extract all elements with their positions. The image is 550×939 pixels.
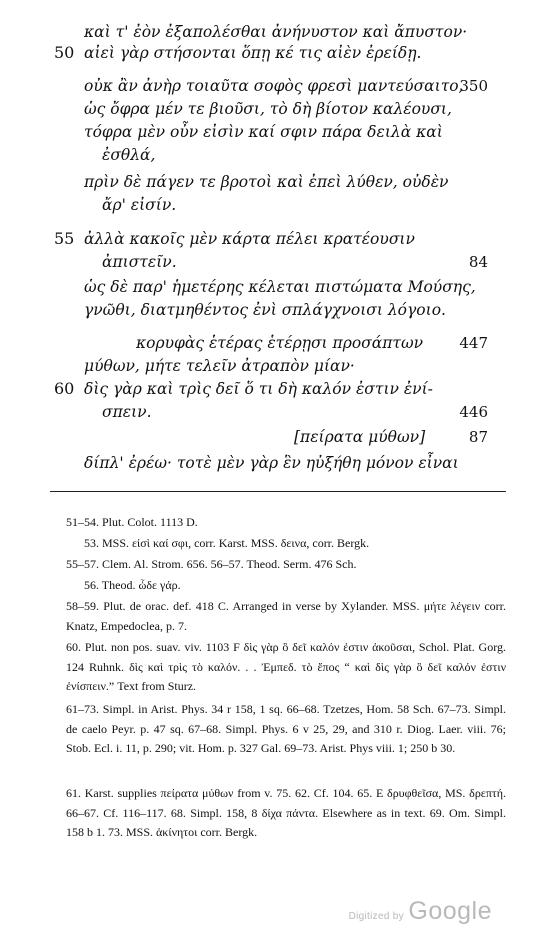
verse-text: μύθων, μήτε τελεῖν ἀτραπὸν μίαν·: [84, 357, 355, 375]
verse-line: [0, 400, 550, 424]
verse-text: οὐκ ἂν ἀνὴρ τοιαῦτα σοφὸς φρεσὶ μαντεύσαιτο,: [84, 77, 464, 95]
verse-text: ἀλλὰ κακοῖς μὲν κάρτα πέλει κρατέουσιν: [84, 230, 415, 248]
verse-line: [0, 227, 550, 251]
footnote: 61. Karst. supplies πείρατα μύθων from v. 75. 62. Cf. 104. 65. E δρυφθεῖσα, MS. δρεπτή. 66–67. Cf. 116–117. 68. Simpl. 158, 8 δίχα πάντα. Elsewhere as in text. 69. Om. Simpl. 158 b 1. 73. MSS. ἀκίνητοι corr. Bergk.: [66, 786, 506, 839]
verse-text: κορυφὰς ἑτέρας ἑτέρῃσι προσάπτων: [136, 334, 424, 352]
footnote-divider: [50, 491, 506, 492]
footnote: 53. MSS. εἰσὶ καί σφι, corr. Karst. MSS. δεινα, corr. Bergk.: [84, 536, 370, 550]
footnote: 55–57. Clem. Al. Strom. 656. 56–57. Theod. Serm. 476 Sch.: [66, 557, 357, 571]
verse-text: ἀπιστεῖν.: [102, 253, 177, 271]
footnote: 60. Plut. non pos. suav. viv. 1103 F δὶς γὰρ ὃ δεῖ καλόν ἐστιν ἀκοῦσαι, Schol. Plat. Gorg. 124 Ruhnk. δὶς καὶ τρὶς τὸ καλόν. . . Ἐμπεδ. τὸ ἔπος “ καὶ δὶς γὰρ ὃ δεῖ καλόν ἐστιν ἐνίσπειν.” Text from Sturz.: [66, 640, 506, 693]
footnote: 56. Theod. ὧδε γάρ.: [84, 578, 181, 592]
verse-line: [0, 298, 550, 322]
google-logo: Google: [408, 897, 492, 925]
verse-text: ἄρ' εἰσίν.: [102, 196, 177, 214]
verse-line: [0, 275, 550, 299]
verse-text: δίπλ' ἐρέω· τοτὲ μὲν γὰρ ἓν ηὐξήθη μόνον εἶναι: [84, 454, 459, 472]
verse-line: [0, 74, 550, 98]
verse-text: γνῶθι, διατμηθέντος ἐνὶ σπλάγχνοισι λόγοιο.: [84, 301, 446, 319]
margin-number: 87: [468, 428, 488, 446]
verse-text: ἐσθλά,: [102, 146, 156, 164]
verse-number: 60: [54, 379, 75, 398]
verse-text: ὡς ὄφρα μέν τε βιοῦσι, τὸ δὴ βίοτον καλέουσι,: [84, 100, 452, 118]
verse-text: καὶ τ' ἐὸν ἐξαπολέσθαι ἀνήνυστον καὶ ἄπυστον·: [84, 23, 468, 41]
verse-line: [0, 41, 550, 65]
verse-line: [0, 425, 550, 449]
watermark-prefix: Digitized by: [348, 911, 404, 922]
footnote: 51–54. Plut. Colot. 1113 D.: [66, 515, 198, 529]
verse-text: πρὶν δὲ πάγεν τε βροτοὶ καὶ ἐπεὶ λύθεν, οὐδὲν: [84, 173, 449, 191]
verse-line: [0, 331, 550, 355]
verse-line: [0, 170, 550, 194]
verse-text: [πείρατα μύθων]: [294, 428, 426, 446]
margin-number: 350: [459, 77, 488, 95]
verse-line: [0, 354, 550, 378]
verse-line: [0, 97, 550, 121]
verse-text: δὶς γὰρ καὶ τρὶς δεῖ ὅ τι δὴ καλόν ἐστιν ἐνί-: [84, 380, 433, 398]
verse-line: [0, 143, 550, 167]
verse-number: 55: [54, 229, 75, 248]
verse-text: σπειν.: [102, 403, 152, 421]
margin-number: 447: [459, 334, 488, 352]
digitized-by-google-watermark: [349, 897, 492, 926]
verse-line: [0, 451, 550, 475]
margin-number: 84: [468, 253, 488, 271]
margin-number: 446: [459, 403, 488, 421]
verse-line: [0, 193, 550, 217]
verse-line: [0, 250, 550, 274]
footnote: 61–73. Simpl. in Arist. Phys. 34 r 158, 1 sq. 66–68. Tzetzes, Hom. 58 Sch. 67–73. Simpl. de caelo Peyr. p. 47 sq. 67–68. Simpl. Phys. 6 v 25, 29, and 310 r. Diog. Laer. viii. 76; Stob. Ecl. i. 11, p. 290; vit. Hom. p. 327 Gal. 69–73. Arist. Phys viii. 1; 250 b 30.: [66, 702, 506, 755]
verse-text: ὡς δὲ παρ' ἡμετέρης κέλεται πιστώματα Μούσης,: [84, 278, 476, 296]
verse-text: τόφρα μὲν οὖν εἰσὶν καί σφιν πάρα δειλὰ καὶ: [84, 123, 443, 141]
verse-text: αἰεὶ γὰρ στήσονται ὅπῃ κέ τις αἰὲν ἐρείδῃ.: [84, 44, 422, 62]
footnote: 58–59. Plut. de orac. def. 418 C. Arranged in verse by Xylander. MSS. μήτε λέγειν corr. Knatz, Empedoclea, p. 7.: [66, 599, 506, 633]
verse-line: [0, 377, 550, 401]
verse-number: 50: [54, 43, 75, 62]
verse-line: [0, 120, 550, 144]
